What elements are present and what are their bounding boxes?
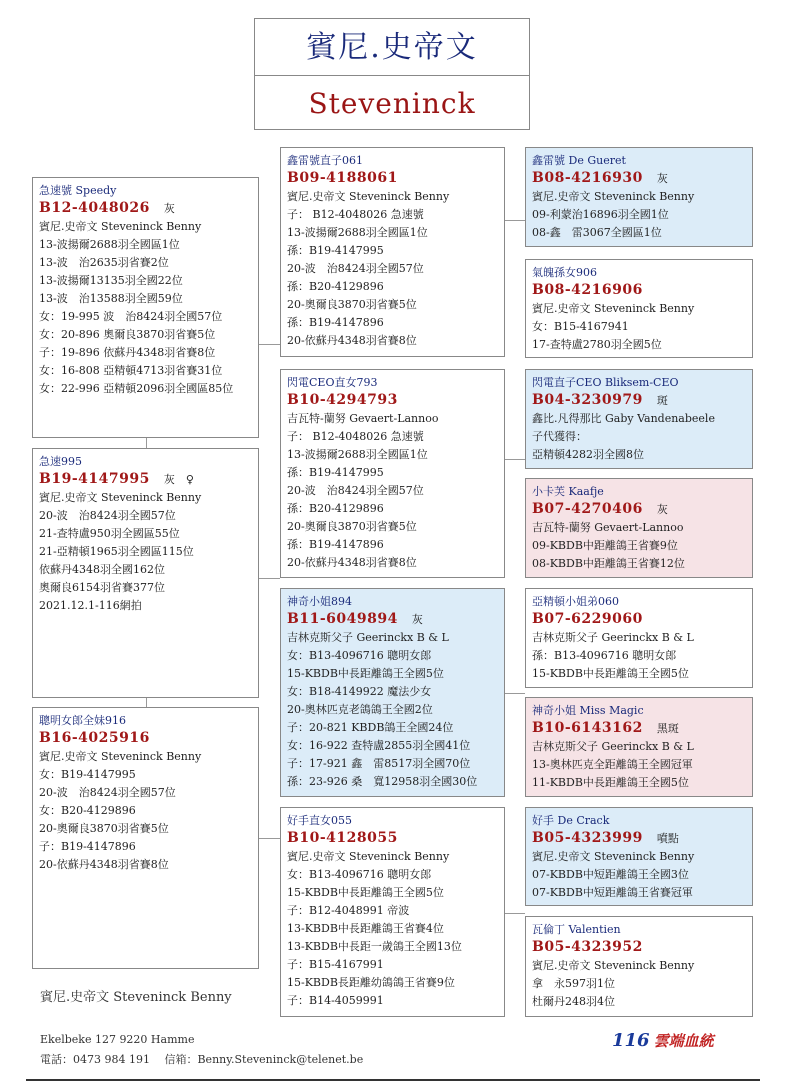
card-line: 孫：23-926 桑 寬12958羽全國30位 bbox=[287, 775, 478, 788]
card-line: 21-亞精頓1965羽全國區115位 bbox=[39, 545, 194, 558]
card-line: 08-鑫 雷3067全國區1位 bbox=[532, 226, 662, 239]
ring-number: B04-3230979 斑 bbox=[532, 392, 668, 408]
ring-number: B08-4216906 bbox=[532, 282, 643, 298]
pedigree-card-ggp-2 bbox=[525, 259, 753, 358]
card-line: 13-波揚爾2688羽全國區1位 bbox=[287, 226, 428, 239]
card-line: 杜爾丹248羽4位 bbox=[532, 995, 615, 1008]
bird-name: 急速995 bbox=[39, 455, 82, 468]
pedigree-card-sire-dam bbox=[280, 369, 505, 578]
connector bbox=[146, 697, 147, 707]
card-line: 孫：B19-4147995 bbox=[287, 244, 384, 257]
pedigree-card-ggp-8 bbox=[525, 916, 753, 1017]
owner-address: Ekelbeke 127 9220 Hamme bbox=[40, 1033, 195, 1046]
connector bbox=[504, 459, 525, 460]
connector bbox=[258, 344, 280, 345]
connector bbox=[258, 578, 280, 579]
card-line: 07-KBDB中短距離鴿王省賽冠軍 bbox=[532, 886, 693, 899]
connector bbox=[504, 693, 525, 694]
card-line: 17-查特盧2780羽全國5位 bbox=[532, 338, 662, 351]
bird-color: 灰 ♀ bbox=[163, 473, 194, 486]
pedigree-card-sire-sire bbox=[280, 147, 505, 357]
card-line: 吉瓦特-蘭努 Gevaert-Lannoo bbox=[532, 521, 684, 534]
card-line: 賓尼.史帝文 Steveninck Benny bbox=[39, 491, 202, 504]
card-line: 吉瓦特-蘭努 Gevaert-Lannoo bbox=[287, 412, 439, 425]
card-line: 吉林克斯父子 Geerinckx B & L bbox=[287, 631, 449, 644]
bird-name: 氣魄孫女906 bbox=[532, 266, 597, 279]
logo-number: 116 bbox=[612, 1030, 650, 1051]
card-line: 女：B19-4147995 bbox=[39, 768, 136, 781]
card-line: 13-KBDB中長距一歲鴿王全國13位 bbox=[287, 940, 462, 953]
card-line: 孫：B13-4096716 聰明女郎 bbox=[532, 649, 677, 662]
card-line: 20-波 治8424羽全國57位 bbox=[287, 484, 424, 497]
bird-name: 鑫雷號 De Gueret bbox=[532, 154, 626, 167]
bird-name: 神奇小姐 Miss Magic bbox=[532, 704, 644, 717]
card-line: 15-KBDB長距離幼鴿鴿王省賽9位 bbox=[287, 976, 455, 989]
pedigree-card-dam-sire bbox=[280, 588, 505, 797]
card-line: 賓尼.史帝文 Steveninck Benny bbox=[39, 750, 202, 763]
owner-contact: 電話：0473 984 191 信箱：Benny.Steveninck@telenet.be bbox=[40, 1053, 364, 1066]
ring-number: B10-4128055 bbox=[287, 830, 398, 846]
card-line: 20-奧爾良3870羽省賽5位 bbox=[39, 822, 169, 835]
card-line: 20-奧爾良3870羽省賽5位 bbox=[287, 520, 417, 533]
ring-number: B07-4270406 灰 bbox=[532, 501, 668, 517]
title-english: Steveninck bbox=[308, 87, 476, 120]
card-line: 女：B13-4096716 聰明女郎 bbox=[287, 868, 432, 881]
card-line: 15-KBDB中長距離鴿王全國5位 bbox=[532, 667, 689, 680]
card-line: 孫：B19-4147995 bbox=[287, 466, 384, 479]
card-line: 07-KBDB中短距離鴿王全國3位 bbox=[532, 868, 689, 881]
bird-name: 急速號 Speedy bbox=[39, 184, 117, 197]
card-line: 女：B20-4129896 bbox=[39, 804, 136, 817]
pedigree-card-sibling bbox=[32, 707, 259, 969]
card-line: 13-波揚爾13135羽全國22位 bbox=[39, 274, 183, 287]
card-line: 20-奧爾良3870羽省賽5位 bbox=[287, 298, 417, 311]
card-line: 子： B12-4048026 急速號 bbox=[287, 208, 424, 221]
card-line: 孫：B20-4129896 bbox=[287, 502, 384, 515]
card-line: 20-依蘇丹4348羽省賽8位 bbox=[287, 334, 417, 347]
card-line: 09-KBDB中距離鴿王省賽9位 bbox=[532, 539, 678, 552]
header-title-box bbox=[254, 18, 530, 130]
card-line: 15-KBDB中長距離鴿王全國5位 bbox=[287, 667, 444, 680]
bird-color: 斑 bbox=[656, 394, 668, 407]
card-line: 女：16-808 亞精頓4713羽省賽31位 bbox=[39, 364, 223, 377]
pedigree-card-ggp-3 bbox=[525, 369, 753, 469]
card-line: 女：20-896 奧爾良3870羽省賽5位 bbox=[39, 328, 216, 341]
owner-name: 賓尼.史帝文 Steveninck Benny bbox=[40, 990, 232, 1005]
ring-number: B08-4216930 灰 bbox=[532, 170, 668, 186]
bird-name: 閃電CEO直女793 bbox=[287, 376, 378, 389]
ring-number: B07-6229060 bbox=[532, 611, 643, 627]
ring-number: B05-4323999 噴點 bbox=[532, 830, 679, 846]
title-chinese: 賓尼.史帝文 bbox=[255, 19, 529, 76]
pedigree-card-ggp-5 bbox=[525, 588, 753, 688]
pedigree-card-dam-dam bbox=[280, 807, 505, 1017]
card-line: 賓尼.史帝文 Steveninck Benny bbox=[532, 959, 695, 972]
bird-name: 聰明女郎全妹916 bbox=[39, 714, 126, 727]
bird-color: 灰 bbox=[411, 613, 423, 626]
bird-color: 灰 bbox=[656, 503, 668, 516]
card-line: 21-查特盧950羽全國區55位 bbox=[39, 527, 180, 540]
card-line: 20-波 治8424羽全國57位 bbox=[287, 262, 424, 275]
card-line: 09-利蒙治16896羽全國1位 bbox=[532, 208, 669, 221]
card-line: 13-波 治2635羽省賽2位 bbox=[39, 256, 169, 269]
ring-number: B05-4323952 bbox=[532, 939, 643, 955]
bird-color: 灰 bbox=[163, 202, 175, 215]
card-line: 2021.12.1-116網拍 bbox=[39, 599, 142, 612]
card-line: 賓尼.史帝文 Steveninck Benny bbox=[532, 302, 695, 315]
card-line: 子：B15-4167991 bbox=[287, 958, 384, 971]
card-line: 依蘇丹4348羽全國162位 bbox=[39, 563, 165, 576]
card-line: 吉林克斯父子 Geerinckx B & L bbox=[532, 631, 694, 644]
card-line: 子：19-896 依蘇丹4348羽省賽8位 bbox=[39, 346, 216, 359]
card-line: 20-奧林匹克老鴿鴿王全國2位 bbox=[287, 703, 433, 716]
bird-name: 鑫雷號直子061 bbox=[287, 154, 363, 167]
card-line: 20-波 治8424羽全國57位 bbox=[39, 509, 176, 522]
bird-name: 亞精頓小姐弟060 bbox=[532, 595, 619, 608]
ring-number: B11-6049894 灰 bbox=[287, 611, 423, 627]
bird-name: 小卡芙 Kaafje bbox=[532, 485, 604, 498]
ring-number: B10-6143162 黑斑 bbox=[532, 720, 679, 736]
card-line: 子：20-821 KBDB鴿王全國24位 bbox=[287, 721, 454, 734]
card-line: 13-波 治13588羽全國59位 bbox=[39, 292, 183, 305]
bird-name: 閃電直子CEO Bliksem-CEO bbox=[532, 376, 679, 389]
ring-number: B16-4025916 bbox=[39, 730, 150, 746]
card-line: 13-KBDB中長距離鴿王省賽4位 bbox=[287, 922, 444, 935]
card-line: 女：B15-4167941 bbox=[532, 320, 629, 333]
card-line: 鑫比.凡得那比 Gaby Vandenabeele bbox=[532, 412, 715, 425]
card-line: 子代獲得： bbox=[532, 430, 587, 443]
card-line: 20-依蘇丹4348羽省賽8位 bbox=[287, 556, 417, 569]
card-line: 子： B12-4048026 急速號 bbox=[287, 430, 424, 443]
card-line: 女：16-922 查特盧2855羽全國41位 bbox=[287, 739, 471, 752]
card-line: 11-KBDB中長距離鴿王全國5位 bbox=[532, 776, 689, 789]
bird-name: 瓦倫丁 Valentien bbox=[532, 923, 621, 936]
ring-number: B19-4147995 灰 ♀ bbox=[39, 471, 194, 487]
card-line: 賓尼.史帝文 Steveninck Benny bbox=[287, 850, 450, 863]
card-line: 08-KBDB中距離鴿王省賽12位 bbox=[532, 557, 685, 570]
bird-color: 灰 bbox=[656, 172, 668, 185]
card-line: 子：17-921 鑫 雷8517羽全國70位 bbox=[287, 757, 471, 770]
card-line: 子：B14-4059991 bbox=[287, 994, 384, 1007]
card-line: 20-波 治8424羽全國57位 bbox=[39, 786, 176, 799]
pedigree-card-sire bbox=[32, 177, 259, 438]
bird-name: 神奇小姐894 bbox=[287, 595, 352, 608]
card-line: 子：B12-4048991 帝波 bbox=[287, 904, 410, 917]
connector bbox=[504, 220, 525, 221]
card-line: 20-依蘇丹4348羽省賽8位 bbox=[39, 858, 169, 871]
bottom-divider bbox=[26, 1079, 760, 1081]
pedigree-card-ggp-6 bbox=[525, 697, 753, 797]
card-line: 13-奧林匹克全距離鴿王全國冠軍 bbox=[532, 758, 693, 771]
card-line: 賓尼.史帝文 Steveninck Benny bbox=[532, 850, 695, 863]
card-line: 子：B19-4147896 bbox=[39, 840, 136, 853]
card-line: 13-波揚爾2688羽全國區1位 bbox=[39, 238, 180, 251]
card-line: 15-KBDB中長距離鴿王全國5位 bbox=[287, 886, 444, 899]
card-line: 13-波揚爾2688羽全國區1位 bbox=[287, 448, 428, 461]
card-line: 拿 永597羽1位 bbox=[532, 977, 615, 990]
card-line: 孫：B19-4147896 bbox=[287, 538, 384, 551]
card-line: 女：B18-4149922 魔法少女 bbox=[287, 685, 432, 698]
card-line: 女：19-995 波 治8424羽全國57位 bbox=[39, 310, 223, 323]
pedigree-card-ggp-7 bbox=[525, 807, 753, 906]
pedigree-card-ggp-1 bbox=[525, 147, 753, 247]
card-line: 孫：B20-4129896 bbox=[287, 280, 384, 293]
bird-color: 黑斑 bbox=[656, 722, 679, 735]
bird-name: 好手直女055 bbox=[287, 814, 352, 827]
logo-text: 雲端血統 bbox=[653, 1032, 714, 1050]
card-line: 賓尼.史帝文 Steveninck Benny bbox=[39, 220, 202, 233]
card-line: 奧爾良6154羽省賽377位 bbox=[39, 581, 165, 594]
card-line: 賓尼.史帝文 Steveninck Benny bbox=[532, 190, 695, 203]
bird-color: 噴點 bbox=[656, 832, 679, 845]
card-line: 賓尼.史帝文 Steveninck Benny bbox=[287, 190, 450, 203]
connector bbox=[504, 913, 525, 914]
pedigree-card-ggp-4 bbox=[525, 478, 753, 578]
ring-number: B12-4048026 灰 bbox=[39, 200, 175, 216]
ring-number: B10-4294793 bbox=[287, 392, 398, 408]
pedigree-card-dam bbox=[32, 448, 259, 698]
card-line: 女：B13-4096716 聰明女郎 bbox=[287, 649, 432, 662]
card-line: 吉林克斯父子 Geerinckx B & L bbox=[532, 740, 694, 753]
brand-logo bbox=[612, 1030, 714, 1051]
card-line: 女：22-996 亞精頓2096羽全國區85位 bbox=[39, 382, 234, 395]
card-line: 亞精頓4282羽全國8位 bbox=[532, 448, 644, 461]
ring-number: B09-4188061 bbox=[287, 170, 398, 186]
connector bbox=[258, 838, 280, 839]
card-line: 孫：B19-4147896 bbox=[287, 316, 384, 329]
bird-name: 好手 De Crack bbox=[532, 814, 610, 827]
